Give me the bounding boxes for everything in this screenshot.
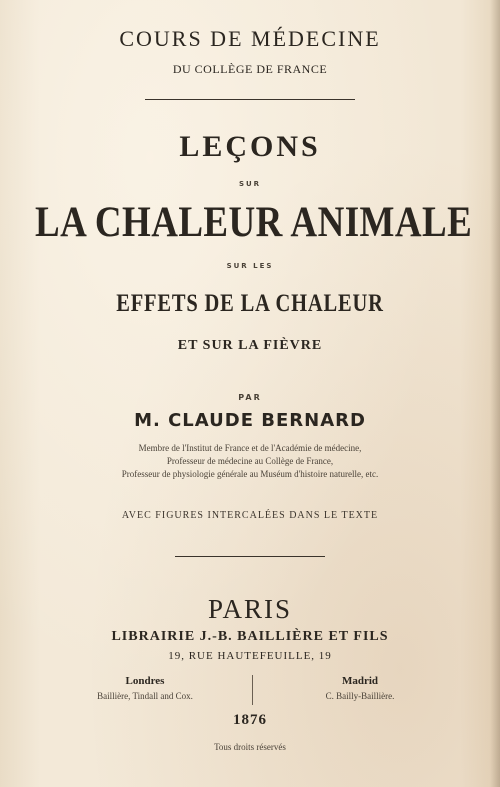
publisher-name: LIBRAIRIE J.-B. BAILLIÈRE ET FILS (111, 629, 389, 644)
branch-firm: Baillière, Tindall and Cox. (97, 691, 193, 701)
subtitle: EFFETS DE LA CHALEUR (116, 290, 384, 317)
publication-year: 1876 (233, 712, 267, 728)
subtitle-second-line: ET SUR LA FIÈVRE (177, 338, 323, 353)
lecons-heading: LEÇONS (179, 130, 321, 163)
author-credential: Professeur de physiologie générale au Muséum d'histoire naturelle, etc. (121, 469, 379, 479)
sur-connector: SUR (238, 180, 262, 188)
rights-notice: Tous droits réservés (214, 742, 286, 752)
branch-london (40, 675, 250, 701)
author-credential: Membre de l'Institut de France et de l'Académie de médecine, (138, 443, 362, 453)
imprint-city: PARIS (207, 594, 293, 624)
author-name: M. CLAUDE BERNARD (134, 410, 366, 431)
branch-madrid (255, 675, 465, 701)
sur-les-connector: SUR LES (226, 262, 274, 270)
author-credential: Professeur de médecine au Collège de France, (166, 456, 334, 466)
par-connector: PAR (238, 393, 262, 402)
top-rule (145, 99, 355, 100)
publisher-address: 19, RUE HAUTEFEUILLE, 19 (168, 650, 332, 662)
middle-rule (175, 556, 325, 557)
series-subtitle: DU COLLÈGE DE FRANCE (172, 62, 328, 76)
main-title: LA CHALEUR ANIMALE (35, 199, 473, 246)
branch-city: Madrid (341, 675, 379, 687)
branch-city: Londres (125, 675, 165, 687)
series-title: COURS DE MÉDECINE (119, 26, 381, 51)
branch-firm: C. Bailly-Baillière. (325, 691, 395, 701)
figures-note: AVEC FIGURES INTERCALÉES DANS LE TEXTE (121, 510, 379, 521)
branch-divider (252, 675, 253, 705)
